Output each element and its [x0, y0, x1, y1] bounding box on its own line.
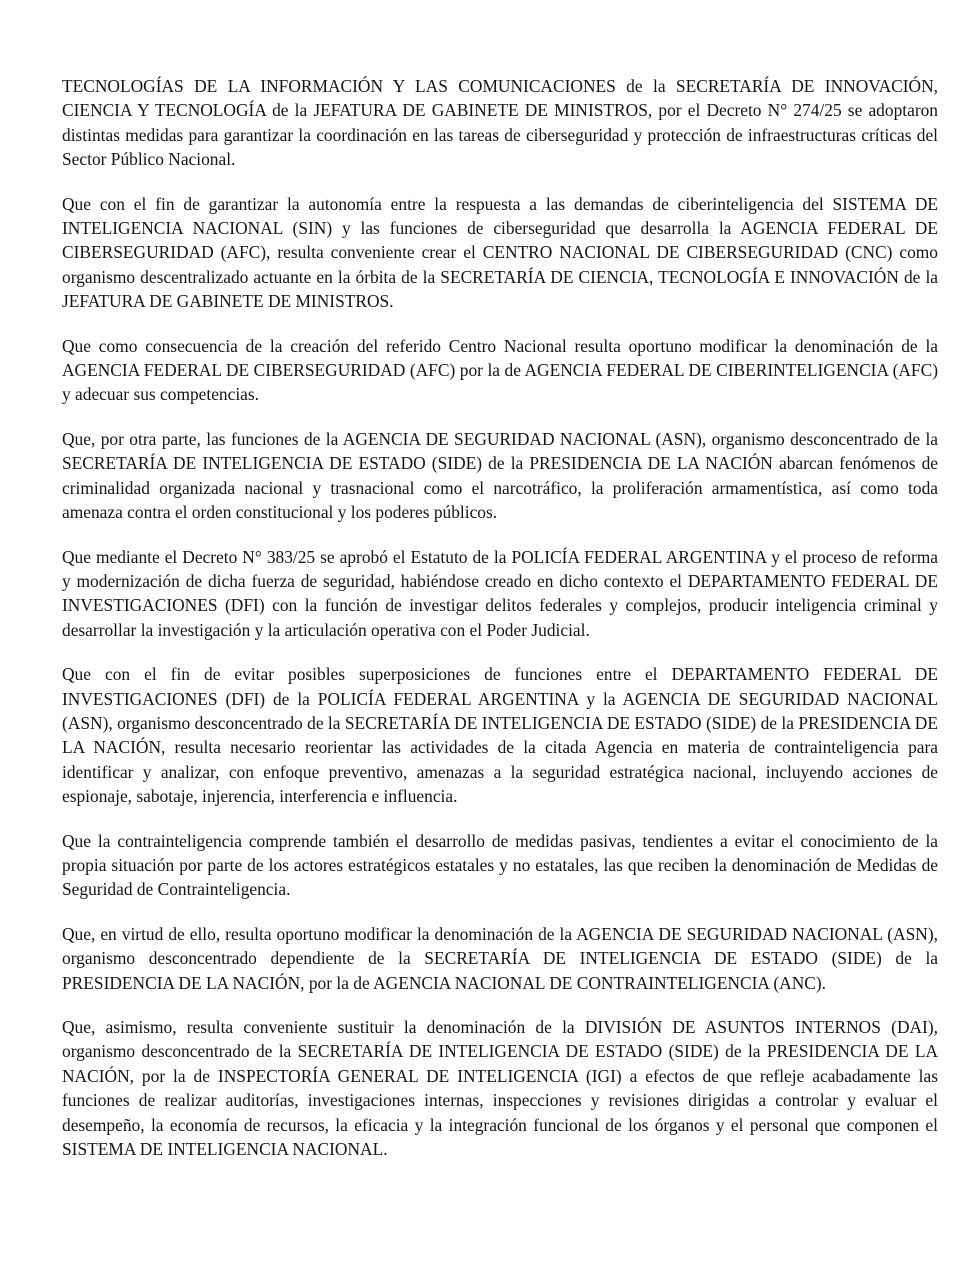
paragraph-9: Que, asimismo, resulta conveniente sustituir la denominación de la DIVISIÓN DE ASUNTOS INTERNOS (DAI), organismo desconcentrado de la SECRETARÍA DE INTELIGENCIA DE ESTADO (SIDE) de la PRESIDENCIA DE LA NACIÓN, por la de INSPECTORÍA GENERAL DE INTELIGENCIA (IGI) a efectos de que refleje acabadamente las funciones de realizar auditorías, investigaciones internas, inspecciones y revisiones dirigidas a controlar y evaluar el desempeño, la economía de recursos, la eficacia y la integración funcional de los órganos y el personal que componen el SISTEMA DE INTELIGENCIA NACIONAL.: [62, 1017, 938, 1160]
paragraph-2: Que con el fin de garantizar la autonomía entre la respuesta a las demandas de ciberinteligencia del SISTEMA DE INTELIGENCIA NACIONAL (SIN) y las funciones de ciberseguridad que desarrolla la AGENCIA FEDERAL DE CIBERSEGURIDAD (AFC), resulta conveniente crear el CENTRO NACIONAL DE CIBERSEGURIDAD (CNC) como organismo descentralizado actuante en la órbita de la SECRETARÍA DE CIENCIA, TECNOLOGÍA E INNOVACIÓN de la JEFATURA DE GABINETE DE MINISTROS.: [62, 193, 938, 312]
paragraph-3: Que como consecuencia de la creación del referido Centro Nacional resulta oportuno modificar la denominación de la AGENCIA FEDERAL DE CIBERSEGURIDAD (AFC) por la de AGENCIA FEDERAL DE CIBERINTELIGENCIA (AFC) y adecuar sus competencias.: [62, 335, 938, 405]
paragraph-4: Que, por otra parte, las funciones de la AGENCIA DE SEGURIDAD NACIONAL (ASN), organismo desconcentrado de la SECRETARÍA DE INTELIGENCIA DE ESTADO (SIDE) de la PRESIDENCIA DE LA NACIÓN abarcan fenómenos de criminalidad organizada nacional y trasnacional como el narcotráfico, la proliferación armamentística, así como toda amenaza contra el orden constitucional y los poderes públicos.: [62, 428, 938, 523]
paragraph-1: TECNOLOGÍAS DE LA INFORMACIÓN Y LAS COMUNICACIONES de la SECRETARÍA DE INNOVACIÓN, CIENCIA Y TECNOLOGÍA de la JEFATURA DE GABINETE DE MINISTROS, por el Decreto N° 274/25 se adoptaron distintas medidas para garantizar la coordinación en las tareas de ciberseguridad y protección de infraestructuras críticas del Sector Público Nacional.: [62, 76, 938, 170]
paragraph-5: Que mediante el Decreto N° 383/25 se aprobó el Estatuto de la POLICÍA FEDERAL ARGENTINA y el proceso de reforma y modernización de dicha fuerza de seguridad, habiéndose creado en dicho contexto el DEPARTAMENTO FEDERAL DE INVESTIGACIONES (DFI) con la función de investigar delitos federales y complejos, producir inteligencia criminal y desarrollar la investigación y la articulación operativa con el Poder Judicial.: [62, 546, 938, 640]
paragraph-7: Que la contrainteligencia comprende también el desarrollo de medidas pasivas, tendientes a evitar el conocimiento de la propia situación por parte de los actores estratégicos estatales y no estatales, las que reciben la denominación de Medidas de Seguridad de Contrainteligencia.: [62, 830, 938, 900]
document-body: [62, 74, 938, 1161]
paragraph-8: Que, en virtud de ello, resulta oportuno modificar la denominación de la AGENCIA DE SEGURIDAD NACIONAL (ASN), organismo desconcentrado dependiente de la SECRETARÍA DE INTELIGENCIA DE ESTADO (SIDE) de la PRESIDENCIA DE LA NACIÓN, por la de AGENCIA NACIONAL DE CONTRAINTELIGENCIA (ANC).: [62, 923, 938, 993]
paragraph-6: Que con el fin de evitar posibles superposiciones de funciones entre el DEPARTAMENTO FEDERAL DE INVESTIGACIONES (DFI) de la POLICÍA FEDERAL ARGENTINA y la AGENCIA DE SEGURIDAD NACIONAL (ASN), organismo desconcentrado de la SECRETARÍA DE INTELIGENCIA DE ESTADO (SIDE) de la PRESIDENCIA DE LA NACIÓN, resulta necesario reorientar las actividades de la citada Agencia en materia de contrainteligencia para identificar y analizar, con enfoque preventivo, amenazas a la seguridad estratégica nacional, incluyendo acciones de espionaje, sabotaje, injerencia, interferencia e influencia.: [62, 664, 938, 807]
